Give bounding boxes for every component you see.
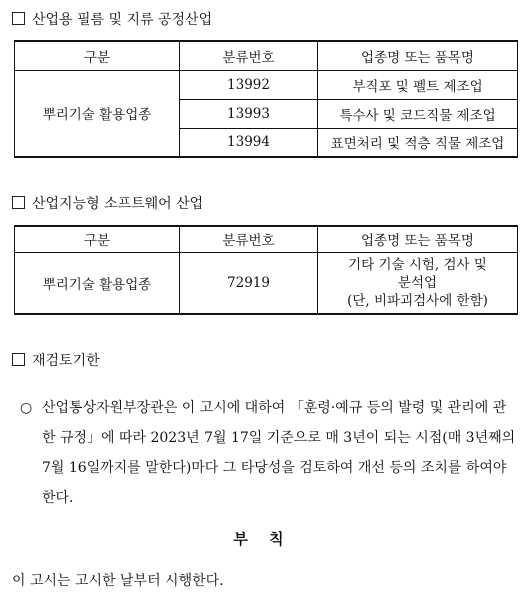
table-row xyxy=(15,252,518,314)
section3-heading xyxy=(12,350,100,370)
section2-heading xyxy=(12,193,203,213)
group-cell: 뿌리기술 활용업종 xyxy=(15,252,180,314)
section3-title: 재검토기한 xyxy=(32,353,100,369)
table-row xyxy=(15,70,518,99)
header-category: 구분 xyxy=(15,41,180,70)
square-bullet-icon xyxy=(12,12,25,25)
table-header-row xyxy=(15,226,518,252)
code-cell: 13993 xyxy=(180,99,318,128)
group-cell: 뿌리기술 활용업종 xyxy=(15,70,180,157)
supplementary-title: 부 칙 xyxy=(233,530,292,548)
name-cell: 특수사 및 코드직물 제조업 xyxy=(318,99,518,128)
effective-date-text: 이 고시는 고시한 날부터 시행한다. xyxy=(12,573,224,589)
name-cell: 부직포 및 펠트 제조업 xyxy=(318,70,518,99)
section1-heading xyxy=(12,9,212,29)
name-cell: 표면처리 및 적층 직물 제조업 xyxy=(318,128,518,157)
table-header-row xyxy=(15,41,518,70)
code-cell: 13994 xyxy=(180,128,318,157)
name-line: 기타 기술 시험, 검사 및 xyxy=(348,256,487,273)
header-name: 업종명 또는 품목명 xyxy=(318,226,518,252)
name-line: 분석업 xyxy=(397,274,438,291)
review-paragraph: 산업통상자원부장관은 이 고시에 대하여 「훈령·예규 등의 발령 및 관리에 관한 규정」에 따라 2023년 7월 17일 기준으로 매 3년이 되는 시점(매 3년째의 7월 16일까지를 말한다)마다 그 타당성을 검토하여 개선 등의 조치를 하여야 한다. xyxy=(42,400,516,506)
header-category: 구분 xyxy=(15,226,180,252)
header-name: 업종명 또는 품목명 xyxy=(318,41,518,70)
header-code: 분류번호 xyxy=(180,226,318,252)
section1-table xyxy=(14,40,518,158)
code-cell: 13992 xyxy=(180,70,318,99)
square-bullet-icon xyxy=(12,196,25,209)
header-code: 분류번호 xyxy=(180,41,318,70)
code-cell: 72919 xyxy=(180,252,318,314)
name-line: (단, 비파괴검사에 한함) xyxy=(347,292,488,309)
section2-title: 산업지능형 소프트웨어 산업 xyxy=(32,196,204,212)
section1-title: 산업용 필름 및 지류 공정산업 xyxy=(32,12,213,28)
circle-bullet-icon: ○ xyxy=(20,400,33,416)
square-bullet-icon xyxy=(12,353,25,366)
name-cell xyxy=(318,252,518,314)
section2-table xyxy=(14,225,518,315)
